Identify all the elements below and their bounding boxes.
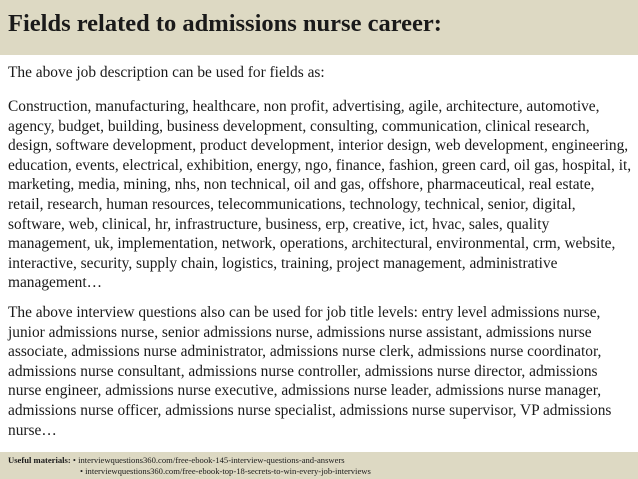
footer-row-2: [8, 466, 371, 477]
intro-text: The above job description can be used for fields as:: [8, 64, 325, 81]
title-bar: [0, 0, 638, 55]
fields-paragraph: Construction, manufacturing, healthcare, non profit, advertising, agile, architecture, automotive, agency, budget, building, business development, consulting, communication, clinical research, design, software development, product development, interior design, web development, engineering, education, events, electrical, exhibition, energy, ngo, finance, fashion, green card, oil gas, hospital, it, marketing, media, mining, nhs, non technical, oil and gas, offshore, pharmaceutical, real estate, retail, research, human resources, telecommunications, technology, technical, senior, digital, software, web, clinical, hr, infrastructure, business, erp, creative, ict, hvac, sales, quality management, uk, implementation, network, operations, architectural, environmental, crm, website, interactive, security, supply chain, logistics, training, project management, administrative management…: [8, 98, 632, 292]
footer-label: Useful materials:: [8, 455, 73, 465]
page-title-colon: :: [433, 10, 442, 37]
page-title-text: Fields related to admissions nurse career: [8, 10, 434, 37]
footer-link-1[interactable]: • interviewquestions360.com/free-ebook-145-interview-questions-and-answers: [72, 455, 345, 465]
footer-row-1: [8, 455, 371, 466]
job-levels-paragraph: The above interview questions also can be used for job title levels: entry level admissions nurse, junior admissions nurse, senior admissions nurse, admissions nurse assistant, admissions nurse associate, admissions nurse administrator, admissions nurse clerk, admissions nurse coordinator, admissions nurse consultant, admissions nurse controller, admissions nurse director, admissions nurse engineer, admissions nurse executive, admissions nurse leader, admissions nurse manager, admissions nurse officer, admissions nurse specialist, admissions nurse supervisor, VP admissions nurse…: [8, 304, 612, 439]
page-title: [8, 9, 638, 39]
footer: [8, 455, 371, 476]
footer-link-2[interactable]: • interviewquestions360.com/free-ebook-top-18-secrets-to-win-every-job-interviews: [80, 465, 371, 476]
